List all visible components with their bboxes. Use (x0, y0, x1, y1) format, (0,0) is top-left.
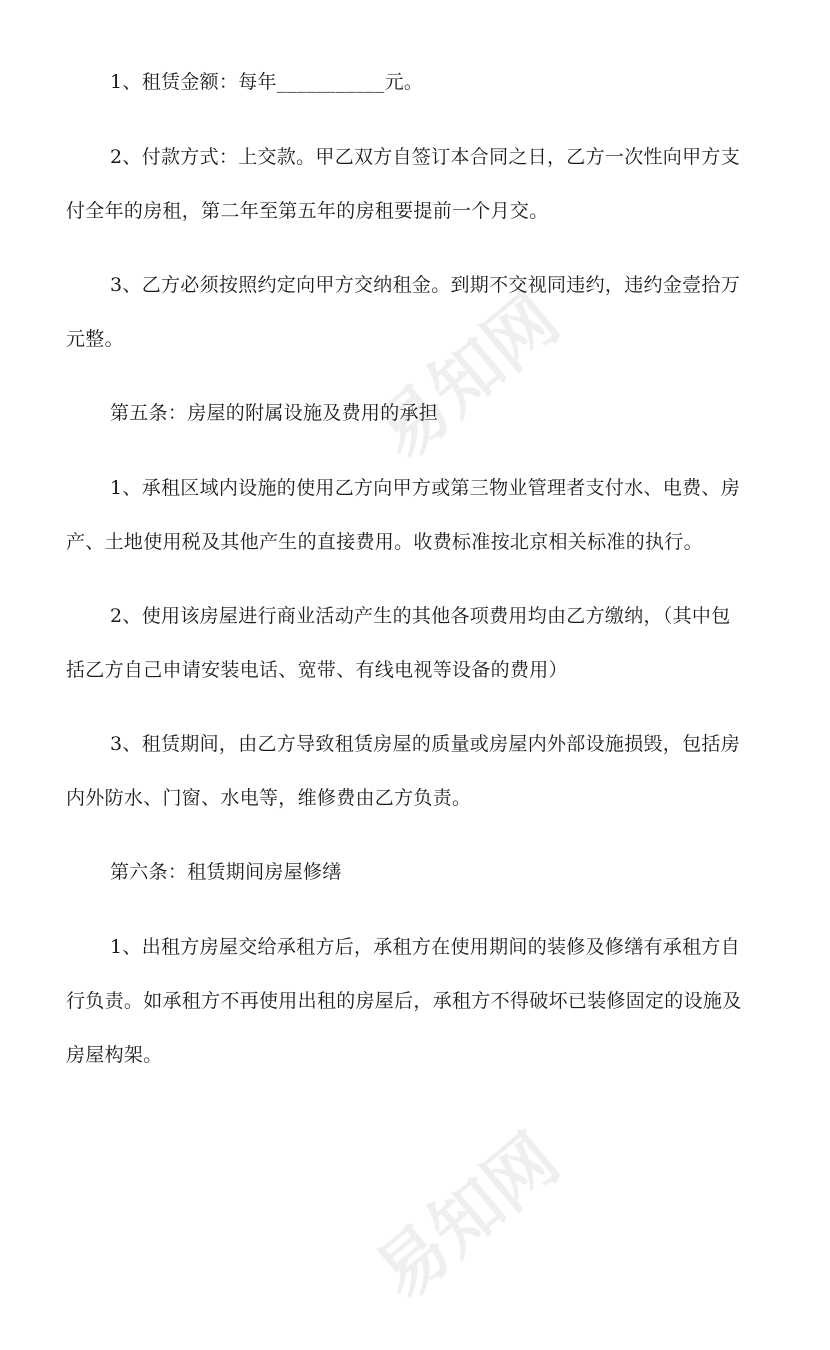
commercial-fee-line-2: 括乙方自己申请安装电话、宽带、有线电视等设备的费用） (66, 659, 568, 681)
renovation-line-3: 房屋构架。 (66, 1044, 163, 1066)
rent-amount-line: 1、租赁金额：每年___________元。 (110, 71, 424, 93)
payment-method-line-1: 2、付款方式：上交款。甲乙双方自签订本合同之日，乙方一次性向甲方支 (110, 146, 740, 168)
rent-payment-line-1: 3、乙方必须按照约定向甲方交纳租金。到期不交视同违约，违约金壹拾万 (110, 274, 740, 296)
damage-repair-line-1: 3、租赁期间，由乙方导致租赁房屋的质量或房屋内外部设施损毁，包括房 (110, 733, 740, 755)
commercial-fee-line-1: 2、使用该房屋进行商业活动产生的其他各项费用均由乙方缴纳，（其中包 (110, 605, 731, 627)
article-five-heading: 第五条：房屋的附属设施及费用的承担 (110, 402, 439, 424)
rent-payment-line-2: 元整。 (66, 328, 124, 350)
watermark-logo-bottom (340, 1090, 600, 1350)
watermark-text-bottom: 易知网 (360, 1118, 575, 1316)
facility-fee-line-2: 产、土地使用税及其他产生的直接费用。收费标准按北京相关标准的执行。 (66, 531, 703, 553)
payment-method-line-2: 付全年的房租，第二年至第五年的房租要提前一个月交。 (66, 200, 549, 222)
article-six-heading: 第六条：租赁期间房屋修缮 (110, 861, 342, 883)
damage-repair-line-2: 内外防水、门窗、水电等，维修费由乙方负责。 (66, 787, 472, 809)
facility-fee-line-1: 1、承租区域内设施的使用乙方向甲方或第三物业管理者支付水、电费、房 (110, 477, 740, 499)
renovation-line-1: 1、出租方房屋交给承租方后，承租方在使用期间的装修及修缮有承租方自 (110, 936, 740, 958)
renovation-line-2: 行负责。如承租方不再使用出租的房屋后，承租方不得破坏已装修固定的设施及 (66, 990, 742, 1012)
watermark-text: 易知网 (360, 278, 575, 476)
